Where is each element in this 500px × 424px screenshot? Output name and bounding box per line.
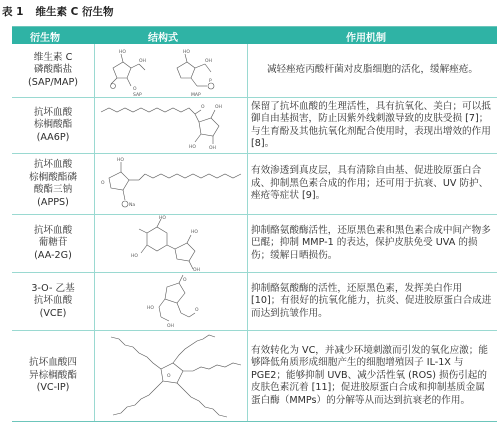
derivative-name: 抗坏血酸 棕榈酸酯 (AA6P) [33, 106, 73, 143]
svg-text:Na: Na [129, 203, 136, 208]
svg-text:O: O [167, 374, 171, 379]
header-mechanism: 作用机制 [346, 33, 386, 44]
derivatives-table [12, 26, 497, 422]
svg-text:OH: OH [205, 59, 212, 64]
svg-text:OH: OH [193, 268, 200, 272]
svg-text:P: P [209, 79, 212, 84]
svg-text:HO: HO [117, 158, 124, 163]
header-derivative: 衍生物 [30, 33, 60, 44]
table-row [12, 273, 497, 331]
svg-text:OH: OH [215, 105, 222, 110]
svg-text:HO: HO [131, 254, 138, 259]
table-number: 表 1 [2, 6, 24, 18]
svg-text:HO: HO [147, 306, 154, 311]
sap-label: SAP [133, 93, 142, 97]
vcip-structure [95, 331, 247, 421]
svg-text:OH: OH [209, 146, 216, 151]
structure-formula [94, 273, 248, 330]
svg-text:O: O [101, 181, 105, 186]
mechanism-text: 抑制酪氨酸酶活性，还原黑色素和黑色素合成中间产物多巴醌；抑制 MMP-1 的表达，保护皮肤免受 UVA 的损伤；缓解日晒损伤。 [251, 224, 491, 261]
table-row [12, 331, 497, 422]
structure-formula [94, 331, 248, 421]
table-row [12, 44, 497, 98]
map-label: MAP [191, 93, 201, 97]
aa6p-structure [95, 98, 247, 153]
derivative-name: 维生素 C 磷酸酯盐 (SAP/MAP) [28, 51, 78, 88]
svg-text:HO: HO [159, 216, 166, 221]
svg-text:O: O [195, 308, 199, 313]
aa2g-structure [95, 215, 247, 272]
structure-formula [94, 154, 248, 214]
vce-structure [95, 273, 247, 330]
derivative-name: 抗坏血酸 棕榈酸酯磷 酸酯三钠 (APPS) [29, 159, 77, 208]
header-structure: 结构式 [148, 33, 178, 44]
svg-text:O: O [183, 278, 187, 283]
table-row [12, 154, 497, 215]
svg-text:HO: HO [191, 230, 198, 235]
svg-text:OH: OH [139, 59, 146, 64]
sap-map-structure [95, 44, 247, 97]
table-row [12, 215, 497, 273]
table-title: 维生素 C 衍生物 [35, 6, 114, 18]
mechanism-text: 抑制酪氨酸酶的活性，还原黑色素，发挥美白作用 [10]；有很好的抗氧化能力，抗炎、促进胶原蛋白合成进而达到抗皱作用。 [251, 282, 492, 319]
derivative-name: 抗坏血酸 葡糖苷 (AA-2G) [33, 224, 73, 261]
apps-structure [95, 154, 247, 214]
svg-text:HO: HO [189, 145, 196, 150]
derivative-name: 3-O- 乙基 抗坏血酸 (VCE) [31, 282, 75, 319]
derivative-name: 抗坏血酸四 异棕榈酸酯 (VC-IP) [29, 357, 77, 394]
svg-text:O: O [133, 87, 137, 92]
svg-text:O: O [201, 105, 205, 110]
table-row [12, 98, 497, 154]
svg-text:HO: HO [119, 50, 126, 55]
structure-formula [94, 44, 248, 97]
mechanism-text: 有效渗透到真皮层，具有清除自由基、促进胶原蛋白合成、抑制黑色素合成的作用；还可用于抗衰、UV 防护、痤疮等症状 [9]。 [251, 165, 489, 202]
mechanism-text: 保留了抗坏血酸的生理活性，具有抗氧化、美白；可以抵御自由基损害，防止因紫外线刺激导致的皮肤受损 [7]；与生育酚及其他抗氧化剂配合使用时，表现出增效的作用 [8]。 [251, 100, 491, 149]
table-header [12, 27, 497, 44]
table-caption [2, 4, 114, 19]
structure-formula [94, 215, 248, 272]
structure-formula [94, 98, 248, 153]
svg-text:OH: OH [167, 324, 174, 329]
mechanism-text: 减轻痤疮丙酸杆菌对皮脂细胞的活化，缓解痤疮。 [266, 64, 479, 76]
mechanism-text: 有效转化为 VC，并减少环境刺激而引发的氧化应激；能够降低角质形成细胞产生的细胞增殖因子 IL-1X 与 PGE2；能够抑制 UVB、减少活性氧 (ROS) 损伤引起的皮肤色素沉着 [11]；促进胶原蛋白合成和抑制基质金属蛋白酶（MMPs）的分解等从而达到抗衰老的作用。 [251, 344, 488, 406]
svg-text:HO: HO [183, 50, 190, 55]
